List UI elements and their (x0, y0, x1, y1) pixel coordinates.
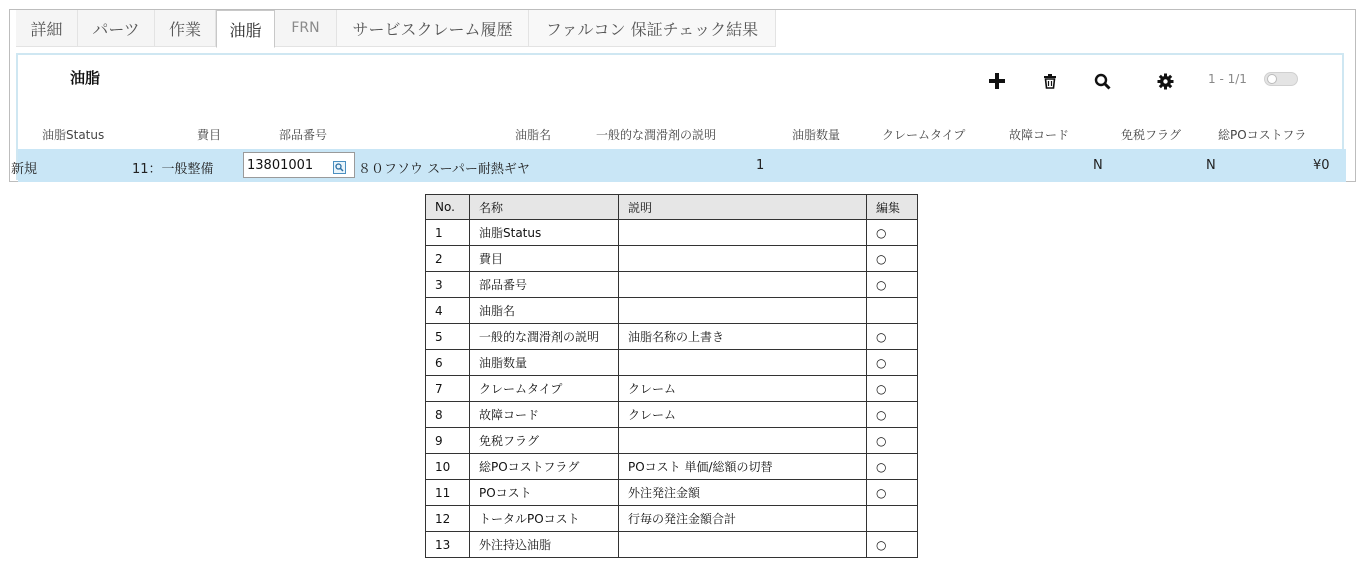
spec-cell-desc: 油脂名称の上書き (619, 324, 867, 350)
spec-cell-no: 9 (426, 428, 470, 454)
toggle-knob (1267, 74, 1277, 84)
col-header-status[interactable]: 油脂Status (42, 128, 105, 142)
part-number-field[interactable] (243, 152, 355, 178)
spec-cell-desc: 外注発注金額 (619, 480, 867, 506)
spec-cell-edit (867, 298, 918, 324)
col-header-claim-type[interactable]: クレームタイプ (882, 128, 966, 142)
col-header-lubricant-desc[interactable]: 一般的な潤滑剤の説明 (596, 128, 717, 142)
spec-header-edit: 編集 (867, 195, 918, 220)
table-row (426, 532, 918, 558)
spec-cell-name: 油脂名 (470, 298, 619, 324)
spec-cell-name: 部品番号 (470, 272, 619, 298)
spec-cell-no: 11 (426, 480, 470, 506)
spec-header-name: 名称 (470, 195, 619, 220)
plus-icon[interactable] (986, 70, 1008, 92)
table-row (426, 324, 918, 350)
spec-cell-name: 費目 (470, 246, 619, 272)
tab-frn[interactable]: FRN (275, 10, 337, 47)
col-header-oil-name[interactable]: 油脂名 (515, 128, 552, 142)
spec-cell-name: 油脂Status (470, 220, 619, 246)
spec-cell-desc: クレーム (619, 376, 867, 402)
tab-bar (16, 10, 776, 47)
oil-grease-screen (9, 9, 1356, 182)
col-header-quantity[interactable]: 油脂数量 (792, 128, 841, 142)
spec-cell-no: 4 (426, 298, 470, 324)
spec-cell-desc (619, 246, 867, 272)
tab-details[interactable]: 詳細 (16, 10, 78, 47)
table-row (426, 506, 918, 532)
tab-falcon-warranty-check[interactable]: ファルコン 保証チェック結果 (529, 10, 776, 47)
pager-text: 1 - 1/1 (1208, 72, 1247, 86)
search-icon[interactable] (1091, 70, 1113, 92)
field-spec-table (425, 194, 918, 558)
oil-panel (11, 53, 1344, 180)
spec-cell-edit (867, 506, 918, 532)
spec-cell-desc: 行毎の発注金額合計 (619, 506, 867, 532)
table-row (426, 220, 918, 246)
spec-cell-edit: ○ (867, 402, 918, 428)
spec-cell-edit: ○ (867, 428, 918, 454)
table-row (426, 246, 918, 272)
spec-cell-desc (619, 220, 867, 246)
spec-cell-no: 12 (426, 506, 470, 532)
spec-header-desc: 説明 (619, 195, 867, 220)
tab-parts[interactable]: パーツ (78, 10, 155, 47)
spec-cell-edit: ○ (867, 454, 918, 480)
spec-cell-name: 故障コード (470, 402, 619, 428)
table-row (426, 376, 918, 402)
part-number-value: 13801001 (247, 158, 314, 173)
spec-header-no: No. (426, 195, 470, 220)
table-row (426, 298, 918, 324)
gear-icon[interactable] (1154, 70, 1176, 92)
spec-cell-edit: ○ (867, 480, 918, 506)
cell-po-cost: ¥0 (1313, 158, 1330, 173)
spec-cell-edit: ○ (867, 220, 918, 246)
spec-cell-edit: ○ (867, 532, 918, 558)
table-row (426, 428, 918, 454)
spec-cell-name: 油脂数量 (470, 350, 619, 376)
spec-cell-desc: クレーム (619, 402, 867, 428)
view-toggle[interactable] (1264, 72, 1298, 86)
spec-cell-edit: ○ (867, 246, 918, 272)
table-row[interactable] (11, 149, 1346, 182)
spec-cell-desc (619, 272, 867, 298)
spec-cell-desc: POコスト 単価/総額の切替 (619, 454, 867, 480)
spec-cell-name: クレームタイプ (470, 376, 619, 402)
spec-cell-no: 7 (426, 376, 470, 402)
col-header-part-number[interactable]: 部品番号 (279, 128, 328, 142)
cell-oil-name: ８０フソウ スーパー耐熱ギヤ (358, 162, 530, 177)
spec-cell-name: 免税フラグ (470, 428, 619, 454)
tab-service-claim-history[interactable]: サービスクレーム履歴 (337, 10, 529, 47)
spec-cell-no: 3 (426, 272, 470, 298)
spec-cell-no: 6 (426, 350, 470, 376)
spec-cell-name: 総POコストフラグ (470, 454, 619, 480)
spec-cell-desc (619, 350, 867, 376)
lookup-icon[interactable] (333, 159, 346, 172)
spec-cell-no: 5 (426, 324, 470, 350)
spec-cell-edit: ○ (867, 272, 918, 298)
cell-status: 新規 (11, 162, 38, 177)
spec-cell-edit: ○ (867, 324, 918, 350)
table-row (426, 272, 918, 298)
spec-cell-name: 一般的な潤滑剤の説明 (470, 324, 619, 350)
panel-title: 油脂 (70, 69, 101, 87)
cell-po-flag: N (1206, 158, 1216, 173)
tab-work[interactable]: 作業 (155, 10, 216, 47)
col-header-po-cost-flag[interactable]: 総POコストフラ (1218, 128, 1307, 142)
col-header-cost-item[interactable]: 費目 (197, 128, 222, 142)
spec-cell-no: 2 (426, 246, 470, 272)
spec-cell-no: 1 (426, 220, 470, 246)
table-row (426, 350, 918, 376)
col-header-tax-exempt[interactable]: 免税フラグ (1121, 128, 1182, 142)
spec-header-row (426, 195, 918, 220)
spec-cell-name: 外注持込油脂 (470, 532, 619, 558)
spec-cell-desc (619, 428, 867, 454)
spec-cell-edit: ○ (867, 376, 918, 402)
trash-icon[interactable] (1039, 70, 1061, 92)
tab-oil[interactable]: 油脂 (216, 10, 275, 48)
spec-cell-desc (619, 532, 867, 558)
spec-cell-no: 13 (426, 532, 470, 558)
spec-cell-desc (619, 298, 867, 324)
cell-quantity: 1 (756, 158, 765, 173)
table-row (426, 454, 918, 480)
spec-cell-name: POコスト (470, 480, 619, 506)
table-row (426, 402, 918, 428)
spec-cell-no: 10 (426, 454, 470, 480)
spec-cell-name: トータルPOコスト (470, 506, 619, 532)
table-row (426, 480, 918, 506)
spec-cell-no: 8 (426, 402, 470, 428)
col-header-fault-code[interactable]: 故障コード (1009, 128, 1070, 142)
cell-tax-exempt: N (1093, 158, 1103, 173)
spec-cell-edit: ○ (867, 350, 918, 376)
cell-cost-item: 11：一般整備 (132, 162, 214, 177)
